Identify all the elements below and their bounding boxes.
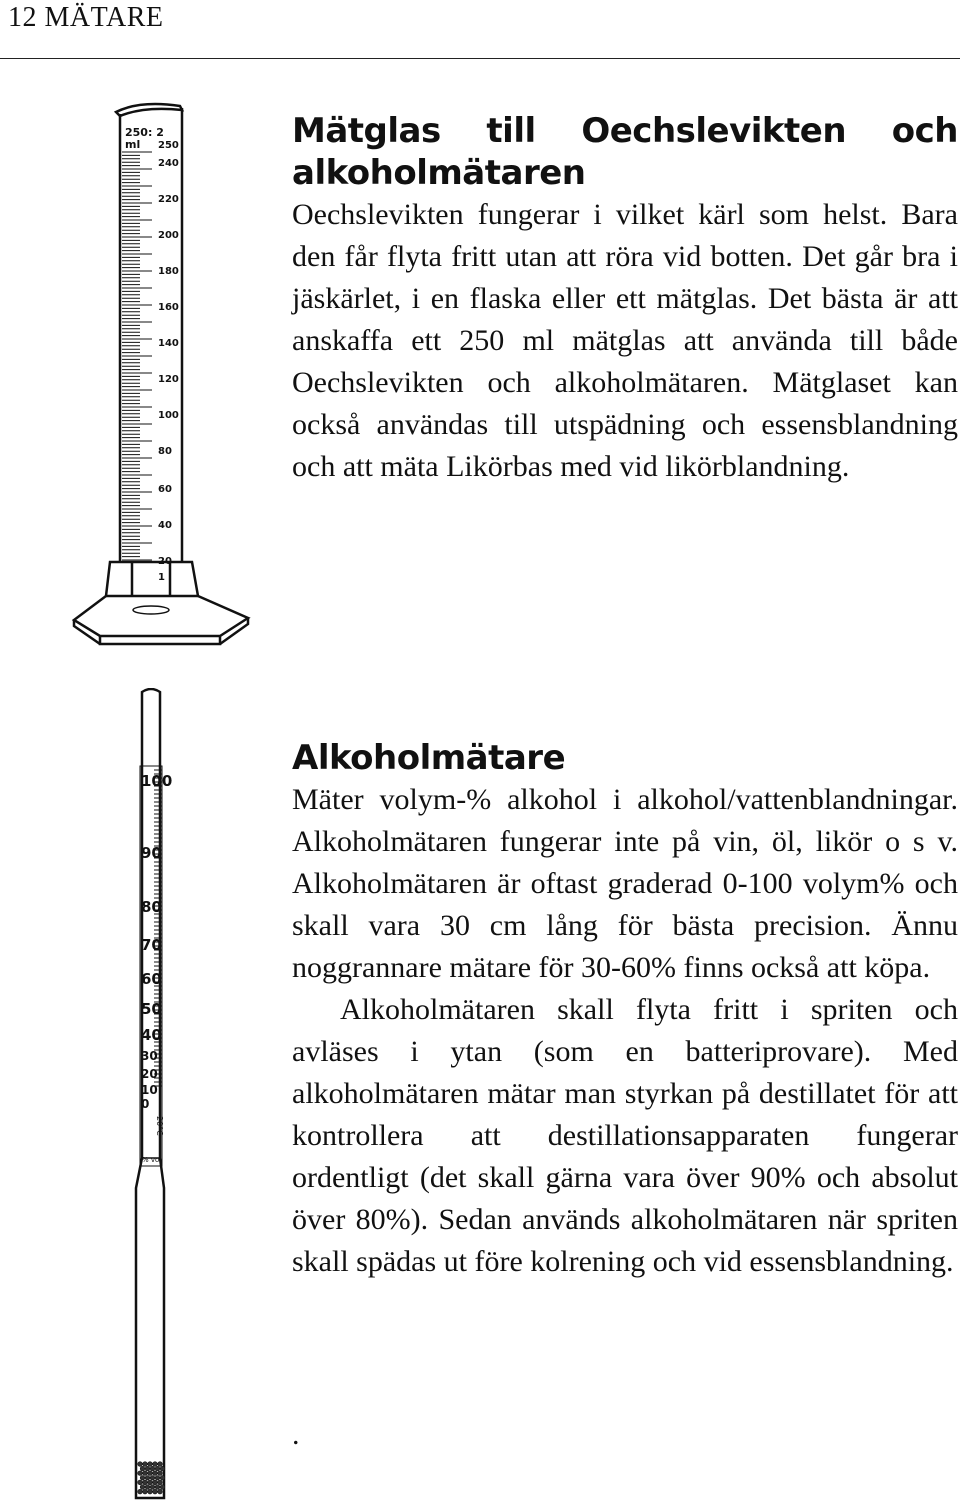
lead-shot — [148, 1480, 153, 1485]
hydrometer-scale-label: 50 — [141, 1000, 162, 1018]
lead-shot — [150, 1485, 155, 1490]
section-alcohol-meter-title: Alkoholmätare — [292, 738, 566, 778]
lead-shot — [158, 1462, 163, 1467]
alcohol-hydrometer-illustration — [120, 688, 182, 1508]
cylinder-unit-label: ml — [125, 138, 141, 151]
trailing-period: . — [292, 1418, 300, 1451]
lead-shot — [140, 1476, 145, 1481]
lead-shot — [148, 1489, 153, 1494]
cylinder-scale-label: 200 — [158, 230, 179, 241]
hydrometer-scale-label: 30 — [141, 1049, 158, 1063]
section-alcohol-meter-body-1: Mäter volym-% alkohol i alkohol/vattenblandningar. Alkoholmätaren fungerar inte på vin, öl, likör o s v. Alkoholmätaren är oftast graderad 0-100 volym% och skall vara 30 cm lång för bästa precision. Ännu noggrannare mätare för 30-60% finns också att köpa. — [292, 783, 958, 984]
hydrometer-scale-label: 10 — [141, 1083, 158, 1097]
lead-shot — [153, 1489, 158, 1494]
lead-shot — [155, 1466, 160, 1471]
cylinder-capacity-label: 250: 2 — [125, 126, 164, 139]
lead-shot — [155, 1476, 160, 1481]
measuring-cylinder-illustration — [70, 96, 260, 648]
lead-shot — [138, 1471, 143, 1476]
lead-shot — [158, 1480, 163, 1485]
section-measuring-glass-title: Mätglas till Oechslevikten och alkoholmätaren — [292, 111, 958, 193]
hydrometer-scale-label: 70 — [141, 936, 162, 954]
cylinder-scale-label: 80 — [158, 446, 172, 457]
lead-shot — [138, 1480, 143, 1485]
cylinder-scale-label: 180 — [158, 266, 179, 277]
section-measuring-glass-body: Oechslevikten fungerar i vilket kärl som helst. Bara den får flyta fritt utan att röra vid botten. Det går bra i jäskärlet, i en flaska eller ett mätglas. Det bästa är att anskaffa ett 250 ml mätglas att använda till både Oechslevikten och alkoholmätaren. Mätglaset kan också användas till utspädning och essensblandning och att mäta Likörbas med vid likörblandning. — [292, 198, 958, 483]
lead-shot — [153, 1462, 158, 1467]
lead-shot — [155, 1485, 160, 1490]
hydrometer-scale-label: 40 — [141, 1026, 162, 1044]
cylinder-scale-label: 160 — [158, 302, 179, 313]
lead-shot — [138, 1489, 143, 1494]
hydrometer-temp-label: 20°C — [155, 1116, 164, 1136]
page-number-label: 12 MÄTARE — [8, 2, 164, 33]
lead-shot — [140, 1466, 145, 1471]
lead-shot — [158, 1489, 163, 1494]
cylinder-scale-label: 20 — [158, 556, 172, 567]
hydrometer-scale-label: 80 — [141, 898, 162, 916]
cylinder-scale-label: 40 — [158, 520, 172, 531]
section-alcohol-meter-body-2: Alkoholmätaren skall flyta fritt i spriten och avläses i ytan (som en batteriprovare). Med alkoholmätaren mätar man styrkan på destillatet för att kontrollera att destillationsapparaten fungerar ordentligt (det skall gärna vara över 90% och absolut över 80%). Sedan används alkoholmätaren när spriten skall spädas ut före kolrening och vid essensblandning. — [292, 993, 958, 1278]
lead-shot — [138, 1462, 143, 1467]
page-header — [0, 0, 960, 60]
header-rule — [0, 58, 960, 59]
cylinder-scale-label: 120 — [158, 374, 179, 385]
lead-shot — [148, 1471, 153, 1476]
cylinder-scale-label: 240 — [158, 158, 179, 169]
lead-shot — [145, 1466, 150, 1471]
hydrometer-scale-label: 100 — [141, 772, 173, 790]
lead-shot — [158, 1471, 163, 1476]
lead-shot — [150, 1476, 155, 1481]
hydrometer-scale-label: 90 — [141, 844, 162, 862]
lead-shot — [153, 1471, 158, 1476]
lead-shot — [140, 1485, 145, 1490]
lead-shot — [143, 1480, 148, 1485]
lead-shot — [160, 1485, 165, 1490]
lead-shot — [145, 1476, 150, 1481]
hydrometer-unit-label: % vol — [142, 1156, 162, 1164]
lead-shot — [145, 1485, 150, 1490]
section-measuring-glass — [292, 110, 958, 488]
cylinder-scale-label: 250 — [158, 140, 179, 151]
cylinder-scale-label: 220 — [158, 194, 179, 205]
cylinder-scale-label: 100 — [158, 410, 179, 421]
lead-shot — [143, 1471, 148, 1476]
cylinder-scale-label: 140 — [158, 338, 179, 349]
lead-shot — [143, 1462, 148, 1467]
hydrometer-scale-label: 0 — [141, 1097, 150, 1111]
cylinder-scale-label: 1 — [158, 572, 165, 583]
lead-shot — [150, 1466, 155, 1471]
hydrometer-scale-label: 60 — [141, 970, 162, 988]
lead-shot — [160, 1476, 165, 1481]
lead-shot — [153, 1480, 158, 1485]
lead-shot — [148, 1462, 153, 1467]
section-alcohol-meter — [292, 737, 958, 1283]
lead-shot — [143, 1489, 148, 1494]
cylinder-scale-label: 60 — [158, 484, 172, 495]
lead-shot — [160, 1466, 165, 1471]
hydrometer-scale-label: 20 — [141, 1067, 158, 1081]
